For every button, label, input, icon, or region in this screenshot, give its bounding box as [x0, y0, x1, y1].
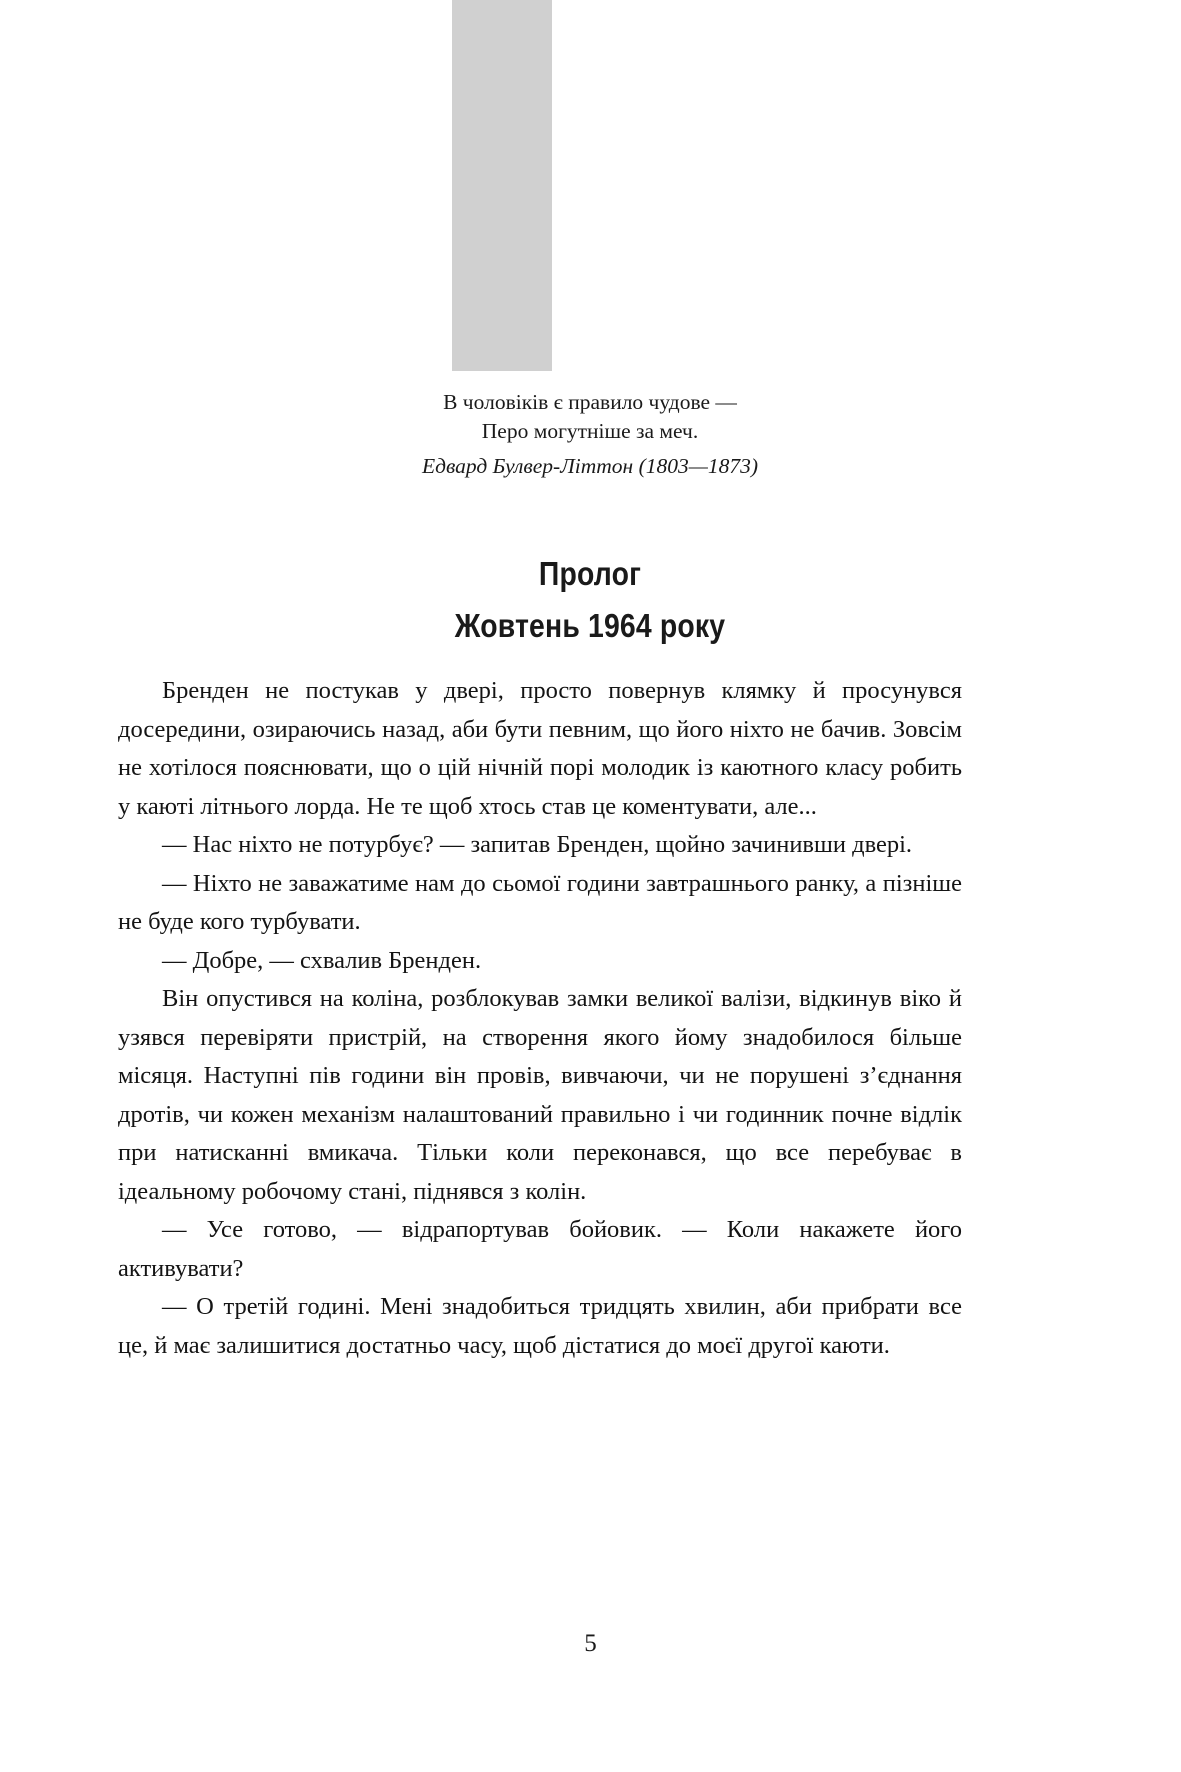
body-paragraph: — О третій годині. Мені знадобиться тридцять хвилин, аби прибрати все це, й має залишитися достатньо часу, щоб дістатися до моєї другої каюти. [118, 1293, 969, 1359]
body-paragraph: — Ніхто не заважатиме нам до сьомої години завтрашнього ранку, а пізніше не буде кого турбувати. [118, 869, 969, 935]
body-text-column [118, 672, 969, 1365]
body-paragraph: Він опустився на коліна, розблокував замки великої валізи, відкинув віко й узявся перевіряти пристрій, на створення якого йому знадобилося більше місяця. Наступні пів години він провів, вивчаючи, чи не порушені з’єднання дротів, чи кожен механізм налаштований правильно і чи годинник почне відлік при натисканні вмикача. Тільки коли переконався, що все перебуває в ідеальному робочому стані, піднявся з колін. [118, 985, 969, 1205]
body-paragraph: Бренден не постукав у двері, просто повернув клямку й просунувся досередини, озираючись назад, аби бути певним, що його ніхто не бачив. Зовсім не хотілося пояснювати, що о цій нічній порі молодик із каютного класу робить у каюті літнього лорда. Не те щоб хтось став це коментувати, але... [118, 677, 969, 820]
body-paragraph: — Усе готово, — відрапортував бойовик. — Коли накажете його активувати? [118, 1216, 969, 1282]
epigraph-line-2: Перо могутніше за меч. [481, 419, 699, 443]
page-number: 5 [584, 1630, 597, 1657]
chapter-heading-block [120, 552, 1060, 648]
body-paragraph: — Нас ніхто не потурбує? — запитав Бренден, щойно зачинивши двері. [162, 831, 913, 858]
body-paragraph: — Добре, — схвалив Бренден. [162, 946, 482, 974]
decorative-gray-bar [452, 0, 552, 371]
chapter-subtitle: Жовтень 1964 року [454, 607, 726, 644]
epigraph-block [120, 388, 1060, 481]
page-title: Пролог [538, 555, 642, 592]
epigraph-line-1: В чоловіків є правило чудове — [443, 390, 737, 414]
epigraph-attribution: Едвард Булвер-Літтон (1803—1873) [421, 454, 759, 478]
